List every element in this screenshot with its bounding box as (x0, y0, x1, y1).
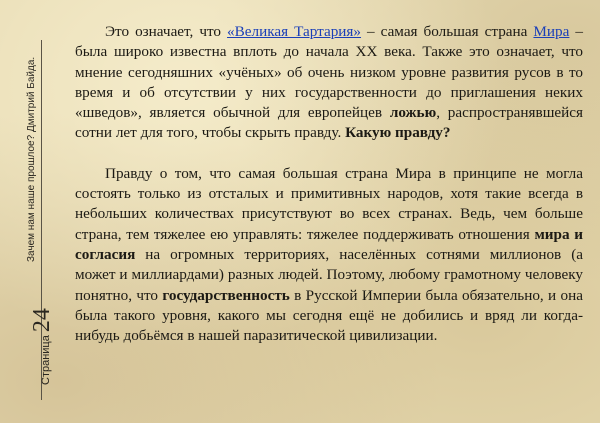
text-run: Это означает, что (105, 23, 228, 40)
text-run: , распространявшейся сотни лет для того, чтобы скрыть правду. (75, 104, 583, 142)
page-label: Страница (40, 335, 52, 385)
emphasis-statehood: государственность (162, 286, 290, 304)
page-margin (0, 0, 55, 423)
text-run: Правду о том, что самая большая страна Мира в принципе не могла состоять только из отсталых и примитивных народов, хотя такие всегда в небольших количествах присутствуют во всех странах. Ведь, чем больше страна, тем тяжелее ею управлять: тяжелее поддерживать отношения (75, 164, 583, 243)
text-run: на огромных территориях, населённых сотнями миллионов (а может и миллиардами) разных людей. Поэтому, любому грамотному человеку понятно, что (75, 245, 583, 304)
emphasis-question: Какую правду? (345, 124, 451, 142)
running-title-text: Зачем нам наше прошлое? Дмитрий Байда. (26, 56, 37, 262)
text-run: – была широко известна вплоть до начала XX века. Также это означает, что мнение сегодняшних «учёных» об очень низком уровне развития русов в то время и об отсутствии у них государственности до приглашения неких «шведов», является обычной для европейцев (75, 23, 584, 122)
text-run: в Русской Империи была обязательно, и она была такого уровня, какого мы сегодня ещё не добились и вряд ли когда-нибудь добьёмся в нашей паразитической цивилизации. (75, 286, 583, 345)
paragraph-2 (75, 164, 583, 347)
emphasis-peace: мира и согласия (75, 225, 583, 263)
link-world[interactable]: Мира (533, 23, 570, 40)
link-great-tartaria[interactable]: «Великая Тартария» (227, 23, 362, 40)
text-run: – самая большая страна (361, 23, 534, 40)
page-number: 24 (29, 308, 55, 333)
emphasis-lie: ложью (389, 104, 437, 122)
page-body (75, 22, 583, 346)
paragraph-1 (75, 22, 583, 144)
